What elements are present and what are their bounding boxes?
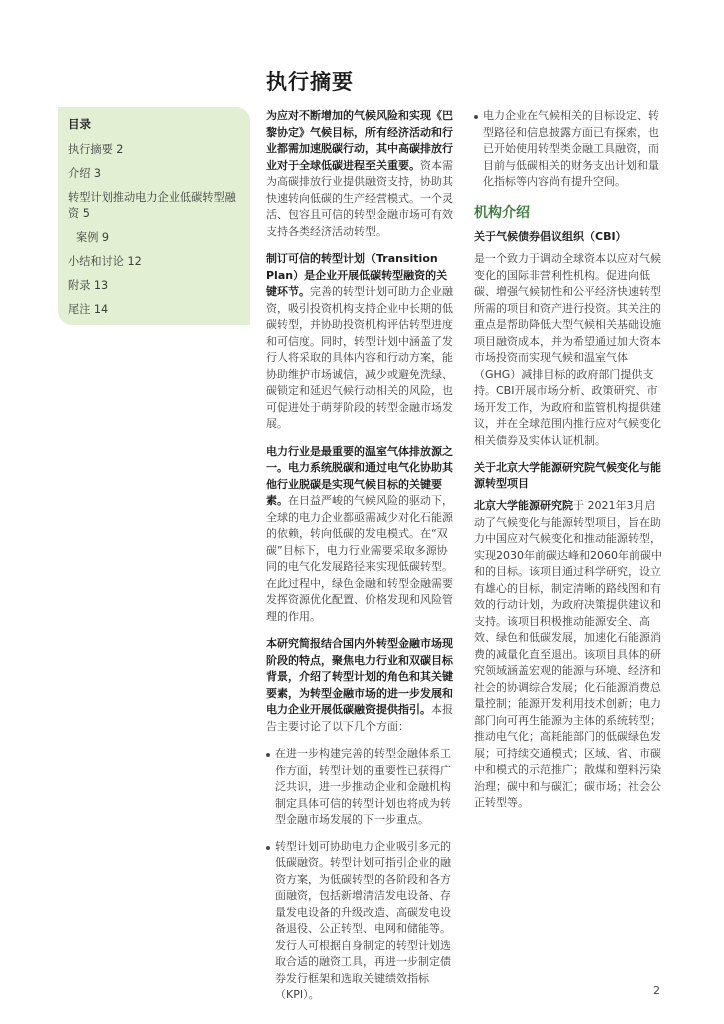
summary-bullet-list	[266, 746, 458, 1004]
toc-item-endnotes[interactable]: 尾注 14	[68, 303, 109, 316]
toc-item-cases[interactable]: 案例 9	[76, 231, 110, 244]
toc-item-transition-plan[interactable]: 转型计划推动电力企业低碳转型融资 5	[68, 191, 236, 220]
cbi-paragraph: 是一个致力于调动全球资本以应对气候变化的国际非营利性机构。促进向低碳、增强气候韧性和公平经济快速转型所需的项目和资产进行投资。其关注的重点是帮助降低大型气候相关基础设施项目融资成本，并为希望通过加大资本市场投资而实现气候和温室气体（GHG）减排目标的政府部门提供支持。CBI开展市场分析、政策研究、市场开发工作，为政府和监管机构提供建议，并在全球范围内推行应对气候变化相关债券及实体认证机制。	[474, 252, 661, 447]
pku-name: 北京大学能源研究院	[474, 499, 573, 512]
toc-item-summary[interactable]: 执行摘要 2	[68, 143, 124, 156]
section-heading: 机构介绍	[474, 204, 530, 221]
paragraph-body: 完善的转型计划可助力企业融资，吸引投资机构支持企业中长期的低碳转型，并协助投资机构评估转型进度和可信度。同时，转型计划中涵盖了发行人将采取的具体内容和行动方案，能协助维护市场诚信，减少或避免洗绿、碳锁定和延迟气候行动相关的风险，也可促进处于萌芽阶段的转型金融市场发展。	[266, 285, 453, 430]
page-number: 2	[653, 984, 660, 997]
paragraph-lead: 为应对不断增加的气候风险和实现《巴黎协定》气候目标，所有经济活动和行业都需加速脱碳行动，其中高碳排放行业对于全球低碳进程至关重要。	[266, 109, 453, 172]
bullet-icon	[266, 753, 270, 757]
bullet-text: 转型计划可协助电力企业吸引多元的低碳融资。转型计划可指引企业的融资方案，为低碳转型的各阶段和各方面融资，包括新增清洁发电设备、存量发电设备的升级改造、高碳发电设备退役、公正转型、电网和储能等。发行人可根据自身制定的转型计划选取合适的融资工具，再进一步制定债券发行框架和选取关键绩效指标（KPI）。	[275, 839, 451, 1001]
paragraph-lead: 制订可信的转型计划（Transition Plan）是企业开展低碳转型融资的关键环节。	[266, 252, 448, 298]
list-item	[266, 746, 458, 829]
paragraph-body: 本报告主要讨论了以下几个方面：	[266, 703, 453, 733]
summary-paragraph-4	[266, 636, 458, 735]
paragraph-lead: 电力行业是最重要的温室气体排放源之一。电力系统脱碳和通过电气化协助其他行业脱碳是实现气候目标的关键要素。	[266, 444, 453, 507]
toc-item-conclusion[interactable]: 小结和讨论 12	[68, 255, 142, 268]
bullet-text: 在进一步构建完善的转型金融体系工作方面，转型计划的重要性已获得广泛共识，进一步推动企业和金融机构制定具体可信的转型计划也将成为转型金融市场发展的下一步重点。	[275, 747, 451, 826]
bullet-icon	[266, 846, 270, 850]
list-item	[266, 839, 458, 1004]
summary-paragraph-2	[266, 251, 458, 433]
page-title: 执行摘要	[266, 70, 354, 94]
right-bullet-list	[474, 108, 666, 191]
pku-paragraph	[474, 498, 666, 812]
toc-title: 目录	[68, 117, 91, 131]
summary-paragraph-3	[266, 444, 458, 626]
summary-paragraph-1	[266, 108, 458, 240]
paragraph-body: 资本需为高碳排放行业提供融资支持，协助其快速转向低碳的生产经营模式。一个灵活、包容且可信的转型金融市场可有效支持各类经济活动转型。	[266, 158, 453, 238]
paragraph-lead: 本研究简报结合国内外转型金融市场现阶段的特点，聚焦电力行业和双碳目标背景，介绍了转型计划的角色和其关键要素，为转型金融市场的进一步发展和电力企业开展低碳融资提供指引。	[266, 637, 453, 716]
toc-item-appendix[interactable]: 附录 13	[68, 279, 109, 292]
right-column	[474, 108, 666, 823]
paragraph-body: 在日益严峻的气候风险的驱动下，全球的电力企业都亟需减少对化石能源的依赖，转向低碳的发电模式。在“双碳”目标下，电力行业需要采取多源协同的电气化发展路径来实现低碳转型。在此过程中，绿色金融和转型金融需要发挥资源优化配置、价格发现和风险管理的作用。	[266, 494, 453, 623]
cbi-heading: 关于气候债券倡议组织（CBI）	[474, 230, 627, 243]
pku-heading: 关于北京大学能源研究院气候变化与能源转型项目	[474, 461, 661, 490]
summary-column	[266, 108, 458, 1014]
list-item	[474, 108, 666, 191]
table-of-contents	[58, 107, 250, 325]
bullet-icon	[474, 115, 478, 119]
bullet-text: 电力企业在气候相关的目标设定、转型路径和信息披露方面已有探索，也已开始使用转型类金融工具融资，而目前与低碳相关的财务支出计划和量化指标等内容尚有提升空间。	[483, 109, 659, 188]
pku-body: 于 2021年3月启动了气候变化与能源转型项目，旨在助力中国应对气候变化和推动能源转型，实现2030年前碳达峰和2060年前碳中和的目标。该项目通过科学研究，设立有雄心的目标，制定清晰的路线图和有效的行动计划，为政府决策提供建议和支持。该项目积极推动能源安全、高效、绿色和低碳发展，加速化石能源消费的减量化直至退出。该项目具体的研究领域涵盖宏观的能源与环境、经济和社会的协调综合发展；化石能源消费总量控制；能源开发利用技术创新；电力部门向可再生能源为主体的系统转型；推动电气化；高耗能部门的低碳绿色发展；可持续交通模式；区域、省、市碳中和模式的示范推广；散煤和塑料污染治理；碳中和与碳汇；碳市场；社会公正转型等。	[474, 499, 662, 809]
toc-item-intro[interactable]: 介绍 3	[68, 167, 102, 180]
